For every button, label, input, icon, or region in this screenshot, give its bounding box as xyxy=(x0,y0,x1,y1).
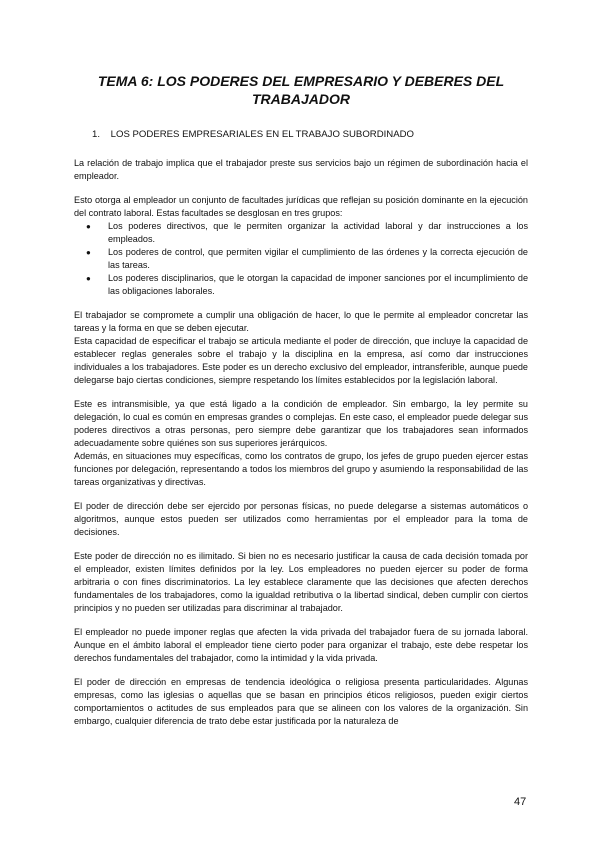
list-item: ● Los poderes disciplinarios, que le otorgan la capacidad de imponer sanciones por el incumplimiento de las obligaciones laborales. xyxy=(108,272,528,298)
section-heading-text: LOS PODERES EMPRESARIALES EN EL TRABAJO SUBORDINADO xyxy=(110,129,415,140)
paragraph: Esto otorga al empleador un conjunto de facultades jurídicas que reflejan su posición dominante en la ejecución del contrato laboral. Estas facultades se desglosan en tres grupos: xyxy=(74,195,528,218)
list-item: ● Los poderes de control, que permiten vigilar el cumplimiento de las órdenes y la correcta ejecución de las tareas. xyxy=(108,246,528,272)
paragraph: Este poder de dirección no es ilimitado. Si bien no es necesario justificar la causa de cada decisión tomada por el empleador, existen límites definidos por la ley. Los empleadores no pueden ejercer su poder de forma arbitraria o con fines discriminatorios. La ley establece claramente que las decisiones que afecten derechos fundamentales de los trabajadores, como la igualdad retributiva o la libertad sindical, deben cumplir con ciertos principios y no pueden ser utilizadas para discriminar al trabajador. xyxy=(74,551,528,613)
paragraph: El poder de dirección en empresas de tendencia ideológica o religiosa presenta particularidades. Algunas empresas, como las iglesias o aquellas que se basan en principios éticos religiosos, pueden exigir ciertos comportamientos o actitudes de sus empleados para que se alineen con los valores de la organización. Sin embargo, cualquier diferencia de trato debe estar justificada por la naturaleza de xyxy=(74,677,528,726)
list-item: ● Los poderes directivos, que le permiten organizar la actividad laboral y dar instrucciones a los empleados. xyxy=(108,220,528,246)
paragraph: Esta capacidad de especificar el trabajo se articula mediante el poder de dirección, que incluye la capacidad de establecer reglas generales sobre el trabajo y la disciplina en la empresa, así como dar instrucciones individuales a los trabajadores. Este poder es un derecho exclusivo del empleador, intransferible, aunque puede delegarse bajo ciertas condiciones, siempre respetando los límites establecidos por la legislación laboral. xyxy=(74,336,528,385)
paragraph: La relación de trabajo implica que el trabajador preste sus servicios bajo un régimen de subordinación hacia el empleador. xyxy=(74,158,528,181)
page-number: 47 xyxy=(514,796,527,808)
bullet-list xyxy=(74,220,528,298)
paragraph: El poder de dirección debe ser ejercido por personas físicas, no puede delegarse a sistemas automáticos o algoritmos, aunque estos pueden ser utilizados como herramientas por el empleador para la toma de decisiones. xyxy=(74,501,528,537)
section-heading xyxy=(92,128,528,141)
paragraph: El trabajador se compromete a cumplir una obligación de hacer, lo que le permite al empleador concretar las tareas y la forma en que se deben ejecutar. xyxy=(74,310,528,333)
document-page xyxy=(74,72,528,728)
page-title: TEMA 6: LOS PODERES DEL EMPRESARIO Y DEBERES DEL TRABAJADOR xyxy=(97,73,505,107)
section-number: 1. xyxy=(92,129,101,140)
paragraph: Además, en situaciones muy específicas, como los contratos de grupo, los jefes de grupo pueden ejercer estas funciones por delegación, representando a todos los miembros del grupo y asumiendo la responsabilidad de las tareas organizativas y directivas. xyxy=(74,451,528,487)
paragraph: El empleador no puede imponer reglas que afecten la vida privada del trabajador fuera de su jornada laboral. Aunque en el ámbito laboral el empleador tiene cierto poder para organizar el trabajo, este debe respetar los derechos fundamentales del trabajador, como la intimidad y la vida privada. xyxy=(74,627,528,663)
paragraph: Este es intransmisible, ya que está ligado a la condición de empleador. Sin embargo, la ley permite su delegación, lo cual es común en empresas grandes o complejas. En este caso, el empleador puede delegar sus poderes directivos a otras personas, pero siempre debe garantizar que los trabajadores sean informados adecuadamente sobre quiénes son sus superiores jerárquicos. xyxy=(74,399,528,448)
